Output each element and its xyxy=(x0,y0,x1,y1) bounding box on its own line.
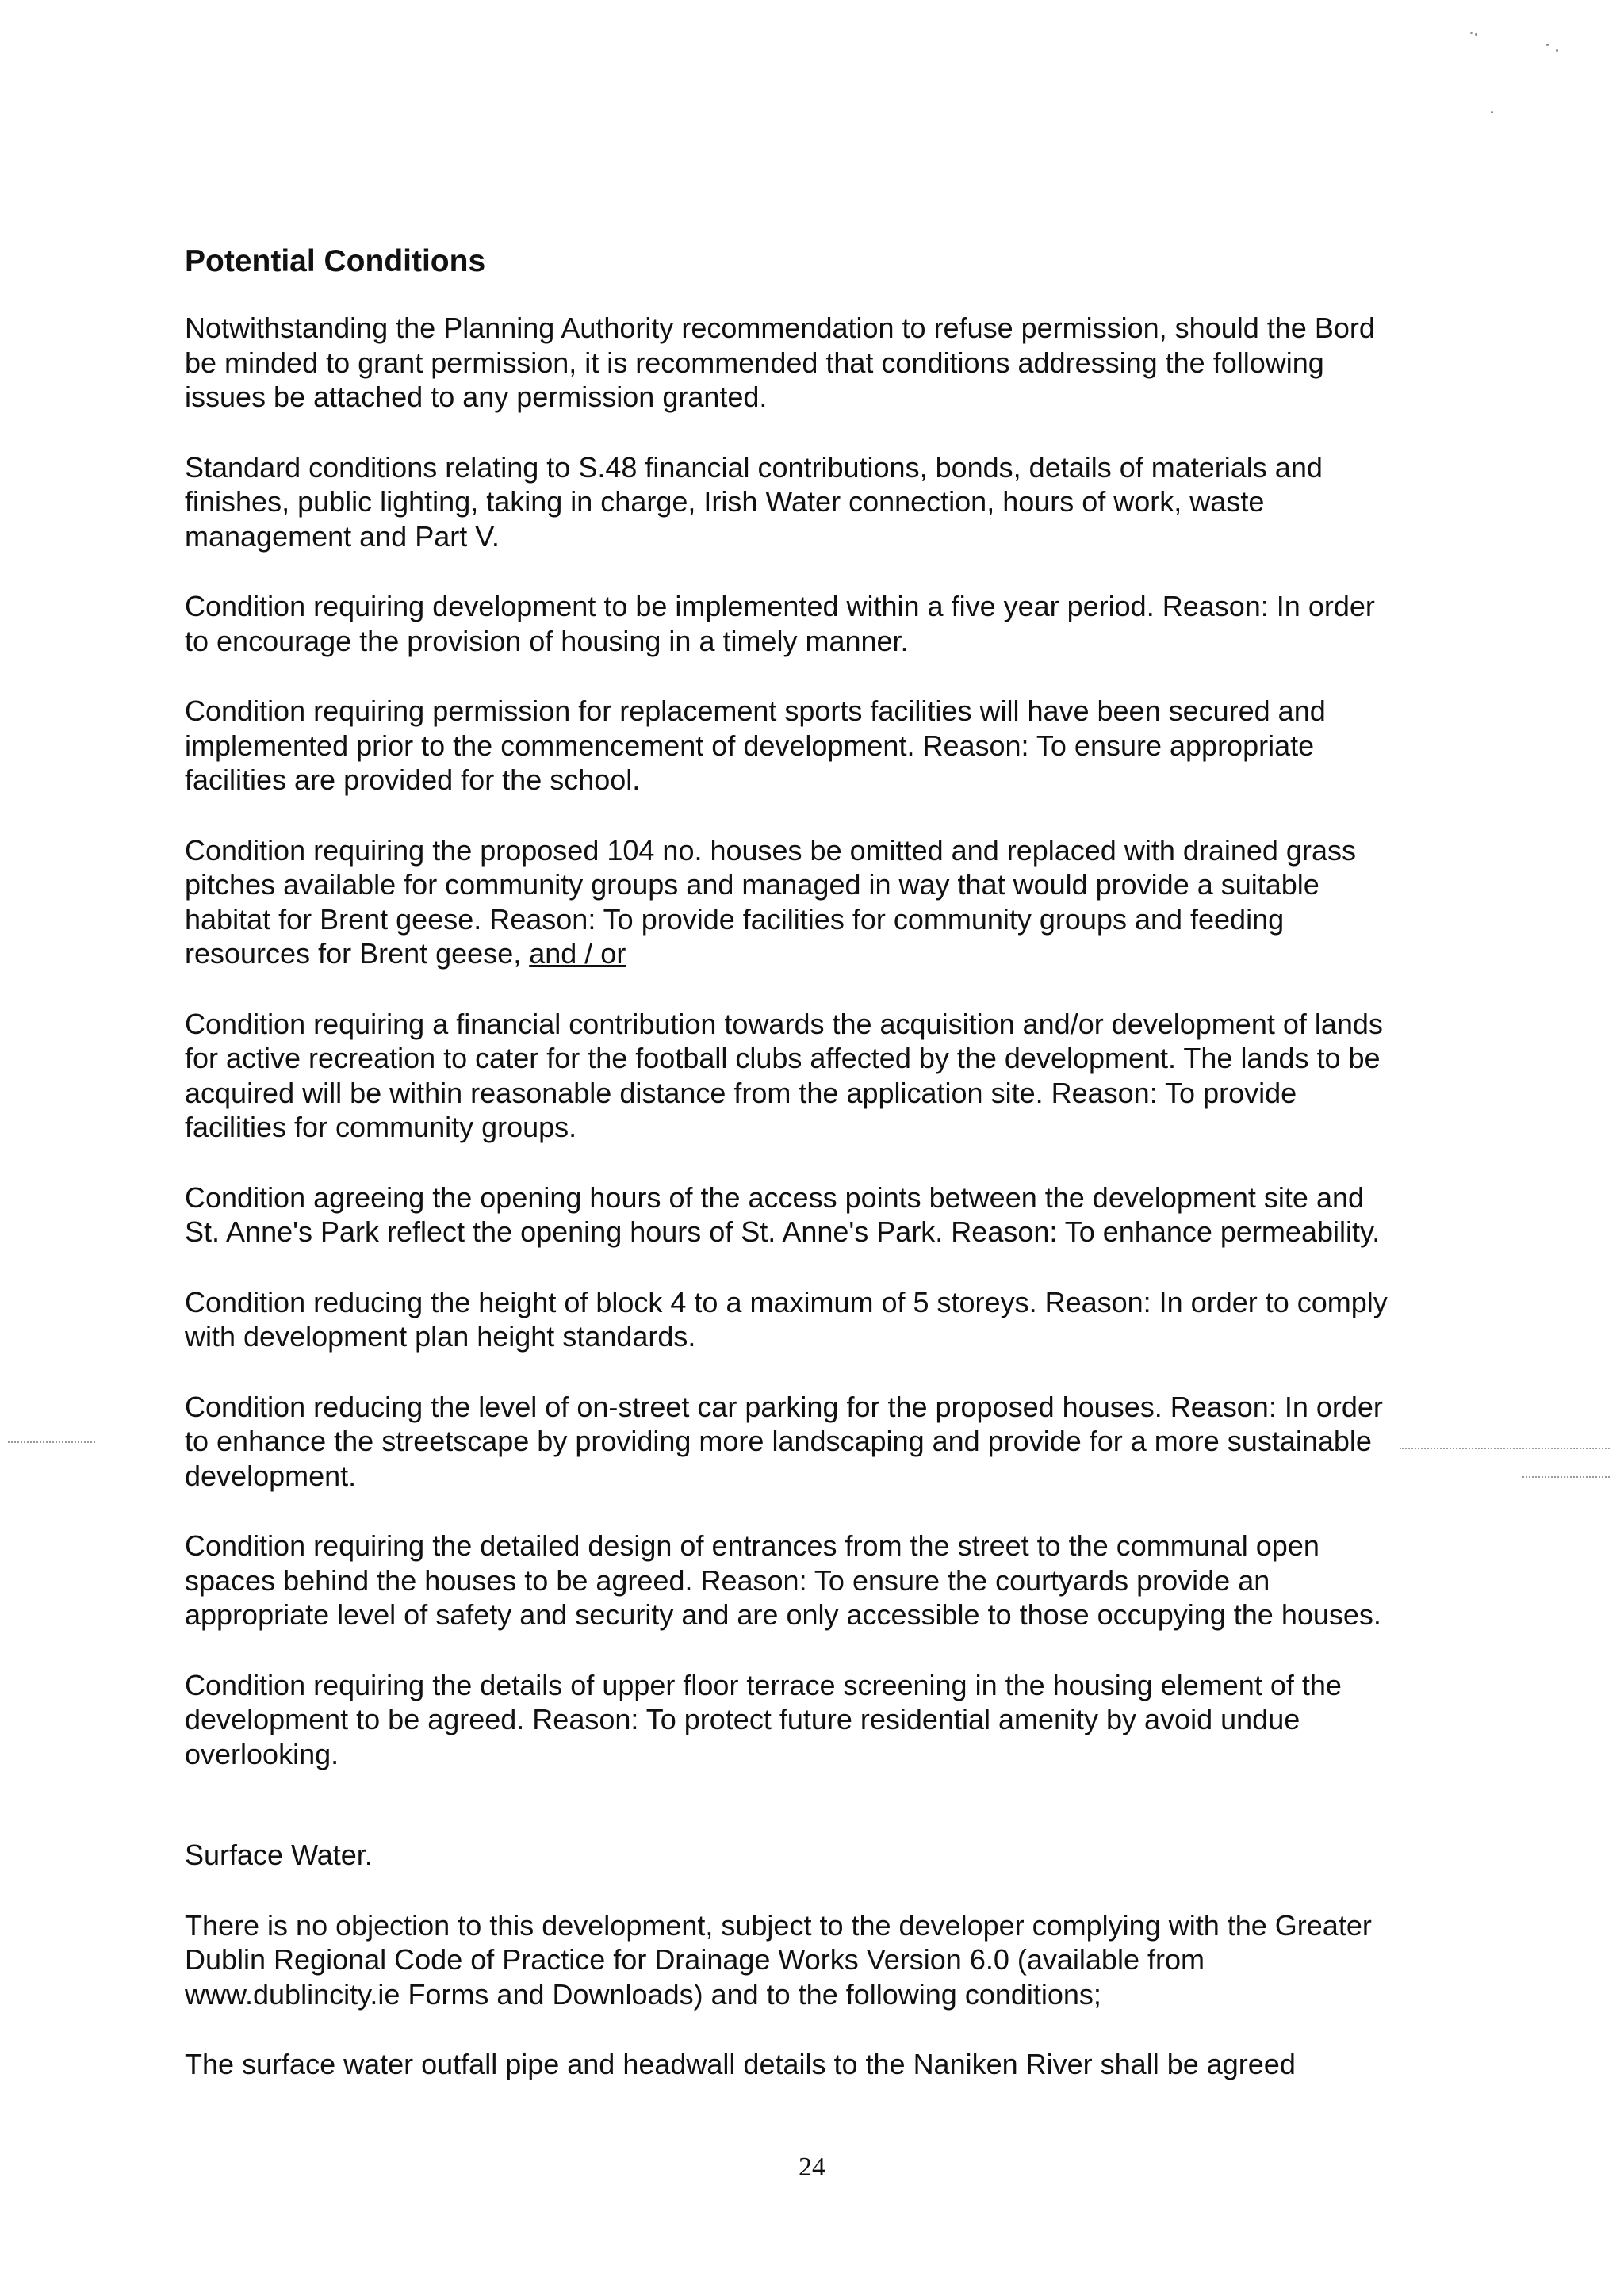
scan-artifact xyxy=(1522,1476,1610,1479)
paragraph: Condition agreeing the opening hours of the access points between the development site and St. Anne's Park reflect the opening hours of St. Anne's Park. Reason: To enhance permeability. xyxy=(185,1181,1381,1248)
scan-artifact xyxy=(8,1441,95,1444)
scan-artifact xyxy=(1491,111,1493,113)
paragraph: Condition requiring the details of upper floor terrace screening in the housing element of the development to be agreed. Reason: To protect future residential amenity by avoid undue overlooking. xyxy=(185,1668,1342,1770)
paragraph: There is no objection to this development, subject to the developer complying with the Greater Dublin Regional Code of Practice for Drainage Works Version 6.0 (available from www.dublincity.ie Forms and Downloads) and to the following conditions; xyxy=(185,1908,1372,2011)
paragraph xyxy=(185,833,1398,971)
paragraph: Condition reducing the level of on-street car parking for the proposed houses. Reason: In order to enhance the streetscape by providing more landscaping and provide for a more sustainable development. xyxy=(185,1390,1383,1492)
paragraph-text: Condition requiring the proposed 104 no. houses be omitted and replaced with drained grass pitches available for community groups and managed in way that would provide a suitable habitat for Brent geese. Reason: To provide facilities for community groups and feeding resources for Brent geese, xyxy=(185,833,1356,970)
scan-artifact xyxy=(1470,32,1473,34)
paragraph: The surface water outfall pipe and headwall details to the Naniken River shall be agreed xyxy=(185,2048,1296,2080)
scan-artifact xyxy=(1400,1448,1610,1450)
paragraph: Condition requiring development to be implemented within a five year period. Reason: In order to encourage the provision of housing in a timely manner. xyxy=(185,590,1375,657)
paragraph: Condition requiring the detailed design of entrances from the street to the communal open spaces behind the houses to be agreed. Reason: To ensure the courtyards provide an appropriate level of safety and security and are only accessible to those occupying the houses. xyxy=(185,1529,1381,1631)
paragraph: Condition requiring permission for replacement sports facilities will have been secured and implemented prior to the commencement of development. Reason: To ensure appropriate facilities are provided for the school. xyxy=(185,695,1326,796)
scan-artifact xyxy=(1546,44,1549,46)
page-number: 24 xyxy=(799,2152,825,2182)
document-body xyxy=(185,243,1398,2118)
paragraph: Notwithstanding the Planning Authority recommendation to refuse permission, should the Bord be minded to grant permission, it is recommended that conditions addressing the following issues be attached to any permission granted. xyxy=(185,312,1375,413)
scan-artifact xyxy=(1475,33,1477,36)
subsection-heading: Surface Water. xyxy=(185,1839,373,1871)
scan-artifact xyxy=(1556,49,1558,52)
paragraph: Condition reducing the height of block 4 to a maximum of 5 storeys. Reason: In order to comply with development plan height standards. xyxy=(185,1285,1388,1353)
underlined-text: and / or xyxy=(529,937,626,970)
section-heading: Potential Conditions xyxy=(185,244,486,278)
paragraph: Standard conditions relating to S.48 financial contributions, bonds, details of materials and finishes, public lighting, taking in charge, Irish Water connection, hours of work, waste management and Part V. xyxy=(185,450,1323,553)
paragraph: Condition requiring a financial contribution towards the acquisition and/or development of lands for active recreation to cater for the football clubs affected by the development. The lands to be acquired will be within reasonable distance from the application site. Reason: To provide facilities for community groups. xyxy=(185,1007,1383,1143)
